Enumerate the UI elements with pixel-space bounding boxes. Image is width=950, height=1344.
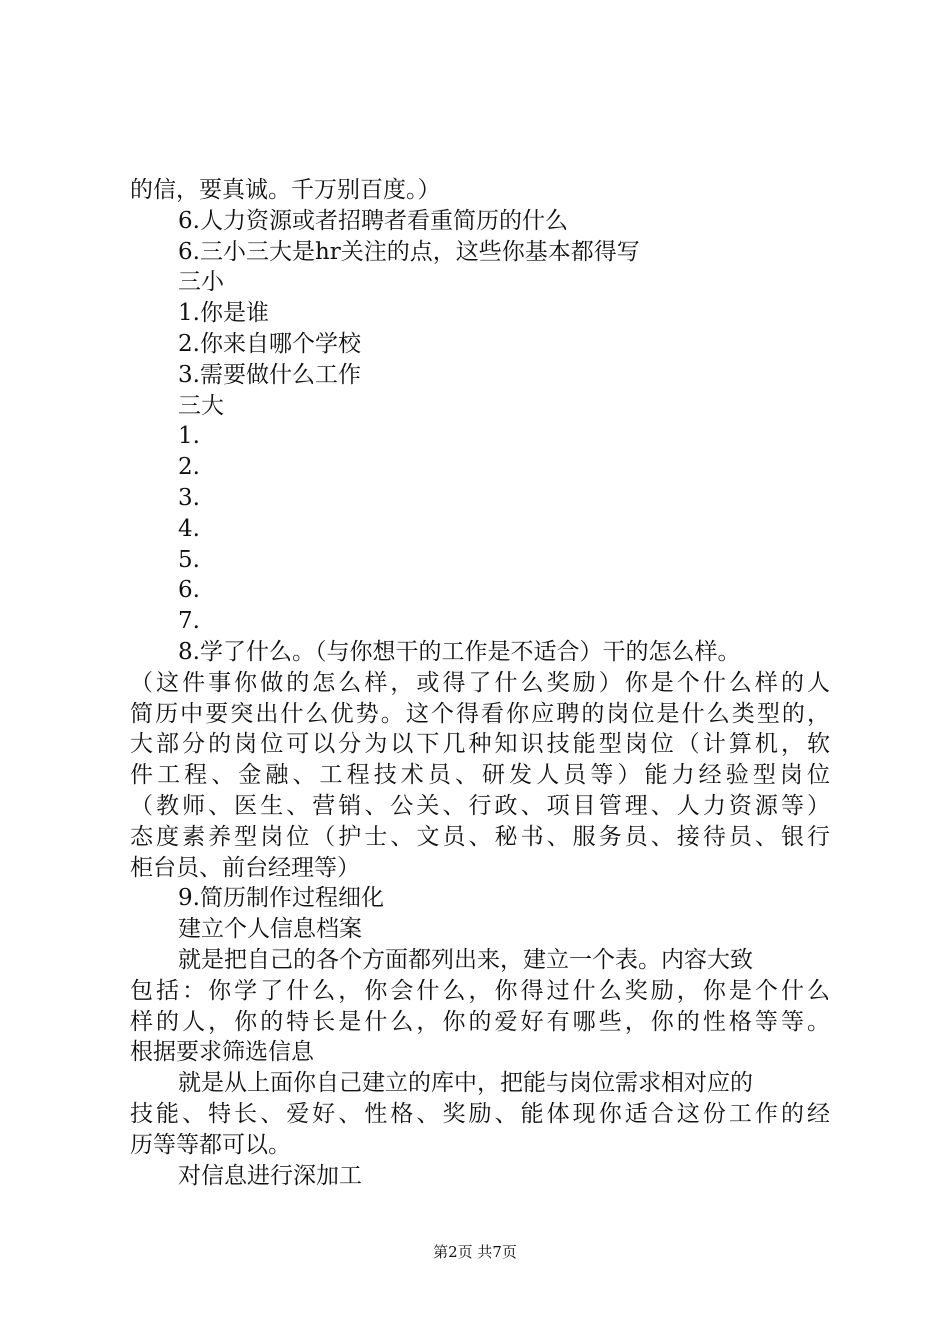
text-line: 7. bbox=[178, 608, 200, 635]
text-line: 简历中要突出什么优势。这个得看你应聘的岗位是什么类型的， bbox=[130, 700, 830, 727]
text-line: 1. bbox=[178, 423, 200, 450]
text-line: 柜台员、前台经理等） bbox=[130, 854, 360, 881]
text-line: 件工程、金融、工程技术员、研发人员等）能力经验型岗位 bbox=[130, 762, 830, 789]
page-footer: 第2页 共7页 bbox=[433, 1243, 517, 1261]
text-line: 就是把自己的各个方面都列出来，建立一个表。内容大致 bbox=[178, 946, 753, 973]
text-line: 4. bbox=[178, 515, 200, 542]
text-line: 8.学了什么。（与你想干的工作是不适合）干的怎么样。 bbox=[178, 638, 741, 665]
text-line: 5. bbox=[178, 546, 200, 573]
text-line: 技能、特长、爱好、性格、奖励、能体现你适合这份工作的经 bbox=[130, 1100, 830, 1127]
text-line: 大部分的岗位可以分为以下几种知识技能型岗位（计算机，软 bbox=[130, 731, 830, 758]
text-line: 6. bbox=[178, 577, 200, 604]
text-line: 2. bbox=[178, 454, 200, 481]
text-line: 建立个人信息档案 bbox=[178, 916, 362, 943]
text-line: 的信，要真诚。千万别百度。） bbox=[130, 177, 441, 203]
text-line: 3.需要做什么工作 bbox=[178, 361, 361, 388]
text-line: 2.你来自哪个学校 bbox=[178, 330, 361, 357]
text-line: 就是从上面你自己建立的库中，把能与岗位需求相对应的 bbox=[178, 1070, 753, 1097]
text-line: 三小 bbox=[178, 269, 224, 296]
text-line: 样的人，你的特长是什么，你的爱好有哪些，你的性格等等。 bbox=[130, 1008, 830, 1035]
text-line: 三大 bbox=[178, 392, 224, 419]
text-line: 1.你是谁 bbox=[178, 300, 269, 327]
text-line: 态度素养型岗位（护士、文员、秘书、服务员、接待员、银行 bbox=[130, 823, 830, 850]
text-line: 历等等都可以。 bbox=[130, 1131, 291, 1158]
text-line: （教师、医生、营销、公关、行政、项目管理、人力资源等） bbox=[130, 792, 830, 819]
text-line: 6.三小三大是hr关注的点，这些你基本都得写 bbox=[178, 238, 640, 265]
text-line: 根据要求筛选信息 bbox=[130, 1039, 314, 1066]
text-line: 6.人力资源或者招聘者看重简历的什么 bbox=[178, 207, 568, 234]
body-text bbox=[130, 175, 830, 1191]
text-line: 9.简历制作过程细化 bbox=[178, 885, 384, 912]
text-line: 3. bbox=[178, 484, 200, 511]
text-line: 包括：你学了什么，你会什么，你得过什么奖励，你是个什么 bbox=[130, 977, 830, 1004]
text-line: （这件事你做的怎么样，或得了什么奖励）你是个什么样的人 bbox=[130, 669, 830, 696]
text-line: 对信息进行深加工 bbox=[178, 1162, 362, 1189]
